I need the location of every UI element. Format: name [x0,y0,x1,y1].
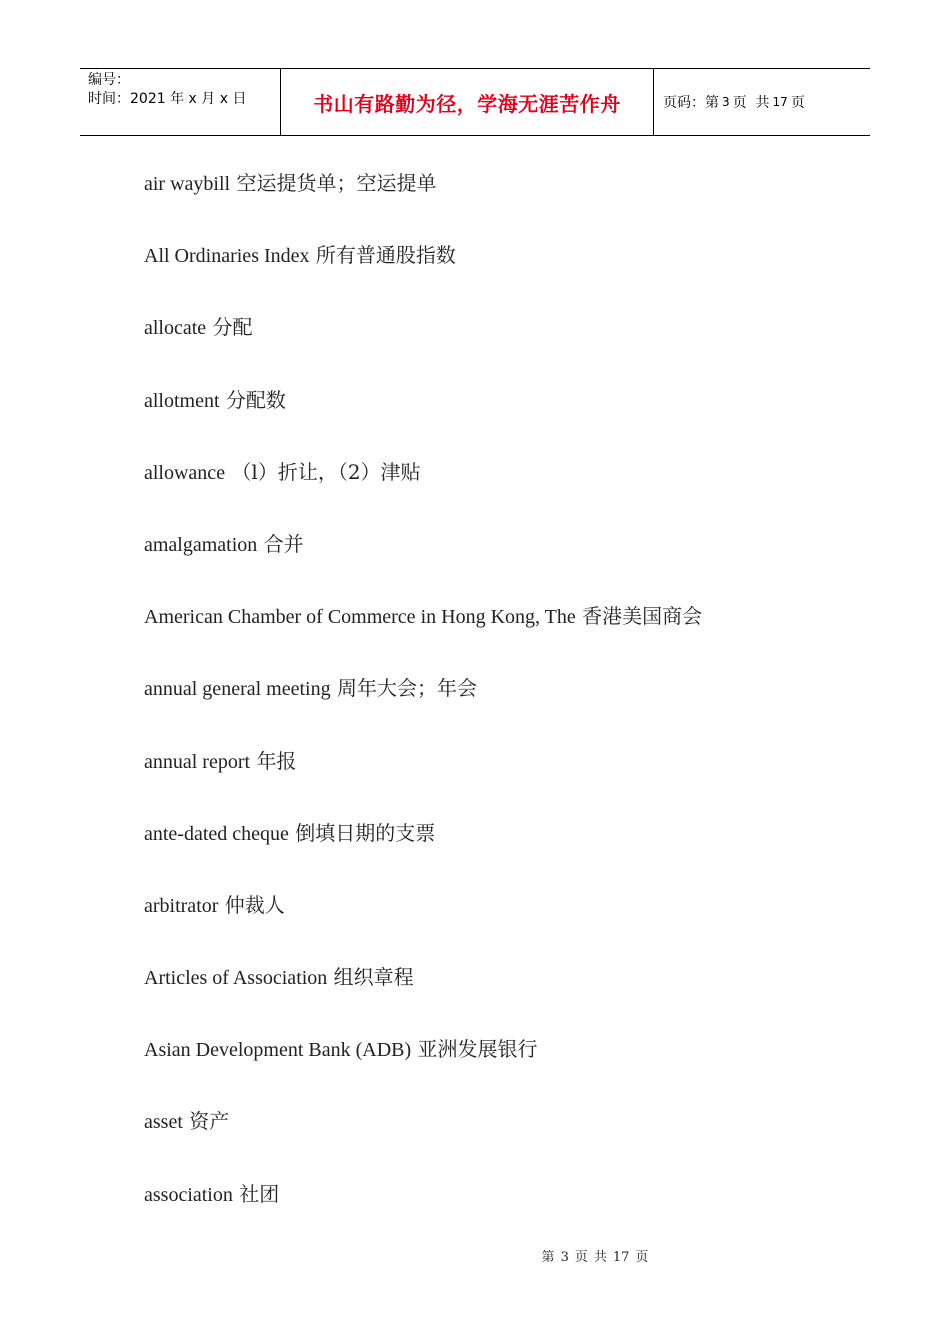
term-english: air waybill [144,173,231,195]
footer-ye: 页 [574,1250,588,1265]
glossary-entry [144,1104,702,1176]
term-chinese: 倒填日期的支票 [295,820,436,845]
footer-total-pages: 17 [612,1250,630,1265]
glossary-entry [144,527,702,599]
term-english: ante-dated cheque [144,822,289,845]
page-total: 17 [772,95,788,109]
footer-di: 第 [541,1250,555,1265]
code-label: 编号： [88,72,130,88]
term-english: allocate [144,317,207,340]
glossary-entry [144,816,702,888]
term-english: allotment [144,389,220,412]
term-english: amalgamation [144,533,258,556]
glossary-entry [144,888,702,960]
term-chinese: 仲裁人 [224,892,285,917]
term-chinese: 合并 [263,531,304,556]
glossary-entry [144,1032,702,1104]
term-chinese: 年报 [256,748,297,773]
term-english: annual report [144,750,251,773]
term-english: All Ordinaries Index [144,245,310,268]
term-chinese: 空运提货单；空运提单 [236,171,437,195]
page-footer [0,1246,950,1265]
term-english: Articles of Association [144,967,328,990]
page-label-prefix: 页码：第 [663,95,719,111]
term-english: Asian Development Bank (ADB) [144,1039,412,1062]
header-page-info [654,69,870,135]
glossary-entry [144,166,702,238]
glossary-list [144,166,702,1249]
term-chinese: 周年大会；年会 [336,676,477,701]
term-chinese: 资产 [189,1109,230,1134]
term-english: annual general meeting [144,678,331,701]
term-english: allowance [144,461,226,484]
term-chinese: （l）折让，（2）津贴 [231,459,421,484]
page-header [80,68,870,136]
term-chinese: 所有普通股指数 [315,243,456,268]
term-english: association [144,1183,233,1206]
footer-gong: 共 [593,1250,607,1265]
term-english: asset [144,1111,183,1134]
page-current: 3 [722,95,730,109]
term-english: American Chamber of Commerce in Hong Kong, The [144,606,576,629]
term-chinese: 香港美国商会 [582,604,703,629]
time-label: 时间：2021 年 x 月 x 日 [88,91,247,107]
footer-current-page: 3 [560,1250,569,1265]
glossary-entry [144,455,702,527]
term-chinese: 分配 [212,315,253,340]
term-chinese: 亚洲发展银行 [417,1037,538,1062]
page-label-mid: 页 共 [732,95,770,111]
glossary-entry [144,960,702,1032]
glossary-entry [144,383,702,455]
page-label-suffix: 页 [790,95,805,111]
footer-ye-end: 页 [635,1250,649,1265]
glossary-entry [144,310,702,382]
term-chinese: 分配数 [225,387,286,412]
glossary-entry [144,744,702,816]
header-meta-cell [80,69,281,135]
header-motto: 书山有路勤为径，学海无涯苦作舟 [281,69,654,135]
term-english: arbitrator [144,894,219,917]
glossary-entry [144,599,702,671]
glossary-entry [144,1177,702,1249]
glossary-entry [144,238,702,310]
term-chinese: 社团 [239,1181,280,1206]
term-chinese: 组织章程 [333,965,414,990]
glossary-entry [144,671,702,743]
